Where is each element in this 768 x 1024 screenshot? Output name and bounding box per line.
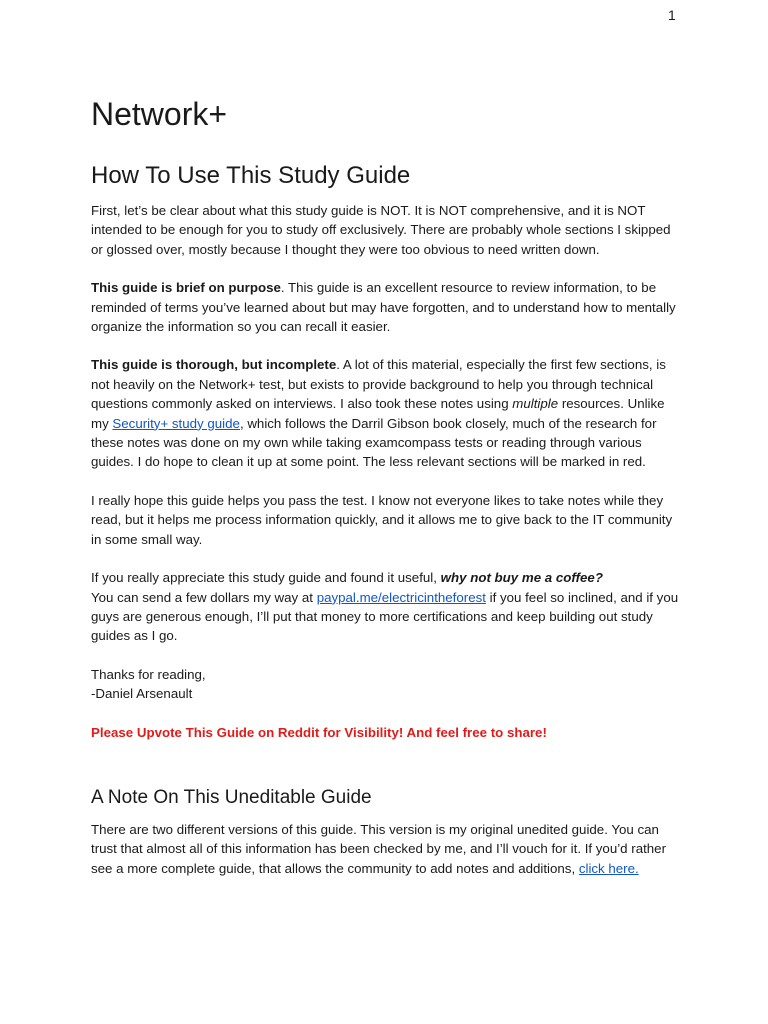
text-thanks: Thanks for reading,: [91, 666, 206, 682]
section-heading-how-to-use: How To Use This Study Guide: [91, 162, 411, 189]
text-versions: There are two different versions of this guide. This version is my original unedited guide. You can trust that almost all of this information has been checked by me, and I’ll vouch for it. If you’d rather see a more complete guide, that allows the community to add notes and additions,: [91, 821, 667, 876]
text-coffee-b: You can send a few dollars my way at: [91, 589, 317, 605]
click-here-link[interactable]: click here.: [578, 860, 639, 876]
text-author: -Daniel Arsenault: [91, 686, 193, 702]
paragraph-thorough: [91, 355, 681, 471]
paragraph-brief: [91, 278, 681, 336]
text-thorough-c: , which follows the Darril Gibson book closely, much of the research for these notes was done on my own while taking examcompass tests or reading through various guides. I do hope to clean it up at some point. The less relevant sections will be marked in red.: [91, 415, 657, 470]
page-number: 1: [668, 7, 676, 23]
italic-multiple: multiple: [512, 396, 559, 412]
document-title: Network+: [91, 96, 228, 132]
text-brief-rest: . This guide is an excellent resource to review information, to be reminded of terms you’ve learned about but may have forgotten, and to understand how to mentally organize the information so you can recall it easier.: [91, 280, 676, 335]
text-thorough-b: resources. Unlike my: [91, 396, 665, 431]
paragraph-coffee: [91, 568, 681, 646]
section-heading-uneditable: A Note On This Uneditable Guide: [91, 786, 372, 808]
paypal-link[interactable]: paypal.me/electricintheforest: [316, 589, 486, 605]
paragraph-signoff: [91, 665, 681, 704]
security-guide-link[interactable]: Security+ study guide: [112, 415, 240, 431]
paragraph-intro: First, let’s be clear about what this study guide is NOT. It is NOT comprehensive, and it is NOT intended to be enough for you to study off exclusively. There are probably whole sections I skipped or glossed over, mostly because I thought they were too obvious to need written down.: [91, 203, 671, 257]
upvote-notice: Please Upvote This Guide on Reddit for Visibility! And feel free to share!: [91, 724, 547, 740]
text-coffee-a: If you really appreciate this study guide and found it useful,: [91, 570, 441, 586]
bold-brief: This guide is brief on purpose: [91, 280, 281, 296]
paragraph-hope: I really hope this guide helps you pass the test. I know not everyone likes to take notes while they read, but it helps me process information quickly, and it allows me to give back to the IT community in some small way.: [91, 492, 673, 547]
bolditalic-coffee: why not buy me a coffee?: [440, 570, 603, 586]
document-body: [91, 95, 681, 878]
text-coffee-c: if you feel so inclined, and if you guys are generous enough, I’ll put that money to more certifications and keep building out study guides as I go.: [91, 589, 679, 644]
bold-thorough: This guide is thorough, but incomplete: [91, 357, 337, 373]
paragraph-versions: [91, 820, 681, 878]
text-thorough-a: . A lot of this material, especially the first few sections, is not heavily on the Network+ test, but exists to provide background to help you through technical questions commonly asked on interviews. I also took these notes using: [91, 357, 666, 412]
